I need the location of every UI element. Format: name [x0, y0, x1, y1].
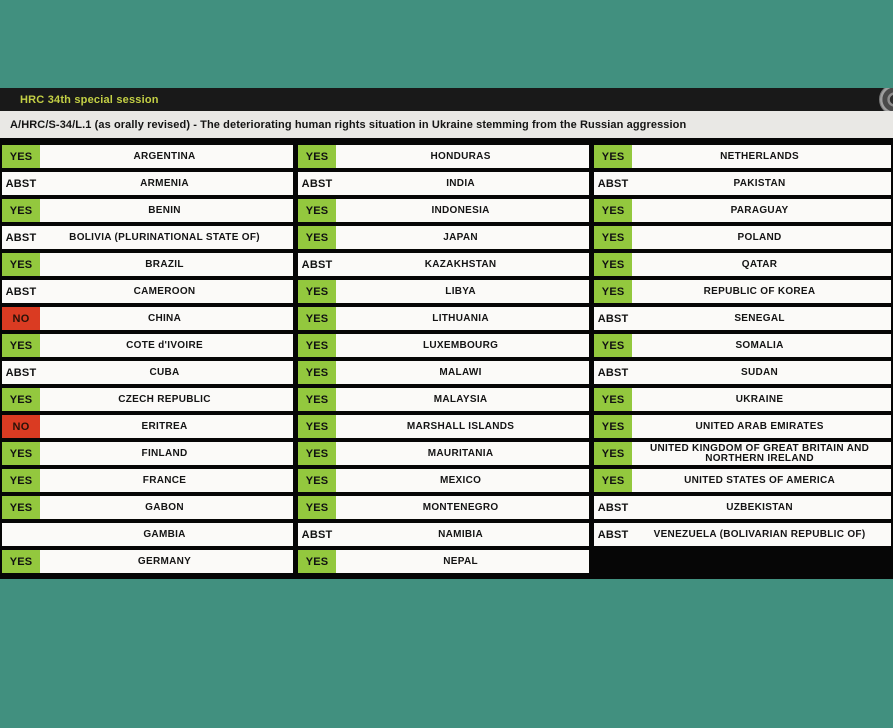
country-name: UKRAINE	[735, 393, 784, 405]
country-name: PAKISTAN	[733, 177, 786, 189]
vote-badge: YES	[2, 199, 40, 222]
country-name: BENIN	[148, 204, 181, 216]
country-name: CHINA	[147, 312, 182, 324]
country-name: QATAR	[741, 258, 778, 270]
vote-badge: YES	[594, 145, 632, 168]
vote-badge: YES	[594, 199, 632, 222]
vote-badge: YES	[298, 442, 336, 465]
vote-badge: YES	[594, 469, 632, 492]
vote-row	[298, 253, 589, 276]
country-name: GAMBIA	[143, 528, 186, 540]
country-name: HONDURAS	[430, 150, 491, 162]
vote-badge: YES	[298, 361, 336, 384]
vote-badge: ABST	[597, 177, 629, 190]
vote-badge: NO	[2, 307, 40, 330]
country-name: PARAGUAY	[730, 204, 789, 216]
vote-row	[2, 550, 293, 573]
country-name: NAMIBIA	[438, 528, 484, 540]
vote-row	[594, 388, 891, 411]
country-name: SOMALIA	[735, 339, 784, 351]
vote-row	[298, 334, 589, 357]
country-name: BOLIVIA (PLURINATIONAL STATE OF)	[69, 231, 260, 243]
vote-row	[298, 442, 589, 465]
country-name: INDONESIA	[431, 204, 490, 216]
vote-row	[594, 334, 891, 357]
country-name: MAURITANIA	[427, 447, 494, 459]
vote-badge: NO	[2, 415, 40, 438]
vote-row	[298, 388, 589, 411]
un-emblem-icon	[879, 88, 893, 111]
vote-row	[298, 496, 589, 519]
vote-badge: YES	[2, 388, 40, 411]
country-name: SUDAN	[741, 366, 779, 378]
vote-badge: YES	[298, 334, 336, 357]
vote-row	[298, 172, 589, 195]
vote-row	[2, 523, 293, 546]
country-name: REPUBLIC OF KOREA	[703, 285, 816, 297]
vote-row	[594, 496, 891, 519]
vote-row	[298, 199, 589, 222]
vote-row	[298, 550, 589, 573]
vote-badge: YES	[2, 550, 40, 573]
country-name: KAZAKHSTAN	[424, 258, 497, 270]
country-name: MALAYSIA	[433, 393, 488, 405]
vote-badge: YES	[298, 145, 336, 168]
vote-badge: ABST	[5, 366, 37, 379]
top-background-band	[0, 0, 893, 88]
vote-badge: YES	[298, 415, 336, 438]
country-name: SENEGAL	[734, 312, 785, 324]
bottom-background-band	[0, 579, 893, 728]
vote-row	[594, 361, 891, 384]
vote-badge: YES	[298, 496, 336, 519]
vote-badge: YES	[298, 199, 336, 222]
vote-badge: YES	[2, 145, 40, 168]
country-name: JAPAN	[443, 231, 478, 243]
vote-badge: ABST	[301, 177, 333, 190]
country-name: ARMENIA	[140, 177, 189, 189]
vote-row	[594, 226, 891, 249]
country-name: CUBA	[149, 366, 180, 378]
vote-row	[2, 496, 293, 519]
country-name: MALAWI	[439, 366, 482, 378]
vote-badge: YES	[2, 469, 40, 492]
vote-badge: YES	[298, 226, 336, 249]
vote-row	[2, 145, 293, 168]
vote-row	[298, 307, 589, 330]
vote-grid	[2, 145, 891, 573]
vote-badge: YES	[298, 550, 336, 573]
vote-row	[298, 361, 589, 384]
vote-row	[594, 172, 891, 195]
vote-row	[298, 145, 589, 168]
vote-row	[594, 469, 891, 492]
vote-row	[2, 334, 293, 357]
country-name: MONTENEGRO	[422, 501, 499, 513]
vote-badge: YES	[2, 496, 40, 519]
country-name: CZECH REPUBLIC	[118, 393, 211, 405]
country-name: BRAZIL	[145, 258, 184, 270]
resolution-title: A/HRC/S-34/L.1 (as orally revised) - The deteriorating human rights situation in Ukraine stemming from the Russian aggression	[10, 118, 687, 131]
vote-row	[594, 280, 891, 303]
vote-badge: YES	[594, 442, 632, 465]
vote-badge: YES	[2, 334, 40, 357]
vote-badge: YES	[2, 253, 40, 276]
country-name: ERITREA	[141, 420, 188, 432]
country-name: UNITED STATES OF AMERICA	[684, 474, 835, 486]
vote-badge: ABST	[597, 312, 629, 325]
vote-badge: YES	[298, 280, 336, 303]
vote-row	[594, 442, 891, 465]
session-header-bar	[0, 88, 893, 111]
country-name: LIBYA	[445, 285, 476, 297]
vote-badge: ABST	[597, 528, 629, 541]
vote-row	[2, 199, 293, 222]
country-name: GABON	[145, 501, 184, 513]
vote-badge	[2, 523, 40, 546]
country-name: COTE d'IVOIRE	[126, 339, 203, 351]
vote-row	[2, 442, 293, 465]
vote-row	[2, 307, 293, 330]
vote-badge: ABST	[301, 528, 333, 541]
vote-badge: YES	[298, 469, 336, 492]
resolution-title-bar	[0, 111, 893, 138]
vote-badge: YES	[594, 415, 632, 438]
vote-badge: YES	[2, 442, 40, 465]
country-name: INDIA	[446, 177, 475, 189]
vote-row	[2, 280, 293, 303]
country-name: FINLAND	[141, 447, 188, 459]
vote-row	[594, 253, 891, 276]
vote-row	[594, 415, 891, 438]
country-name: UNITED ARAB EMIRATES	[695, 420, 824, 432]
vote-row	[298, 226, 589, 249]
vote-row	[298, 280, 589, 303]
vote-badge: YES	[594, 280, 632, 303]
vote-row	[2, 469, 293, 492]
country-name: VENEZUELA (BOLIVARIAN REPUBLIC OF)	[653, 528, 866, 540]
country-name: NEPAL	[443, 555, 478, 567]
vote-row	[2, 253, 293, 276]
country-name: GERMANY	[137, 555, 192, 567]
country-name: UNITED KINGDOM OF GREAT BRITAIN AND NORTHERN IRELAND	[649, 442, 870, 464]
vote-row	[298, 415, 589, 438]
country-name: MEXICO	[439, 474, 482, 486]
vote-row	[298, 523, 589, 546]
empty-black-cell	[594, 550, 891, 573]
vote-row	[594, 307, 891, 330]
vote-row	[2, 226, 293, 249]
country-name: ARGENTINA	[133, 150, 196, 162]
vote-row	[2, 415, 293, 438]
vote-badge: YES	[594, 253, 632, 276]
vote-badge: ABST	[301, 258, 333, 271]
vote-badge: ABST	[597, 501, 629, 514]
vote-badge: YES	[594, 226, 632, 249]
vote-badge: YES	[594, 388, 632, 411]
country-name: LITHUANIA	[432, 312, 489, 324]
country-name: MARSHALL ISLANDS	[406, 420, 515, 432]
vote-row	[594, 523, 891, 546]
vote-badge: YES	[298, 307, 336, 330]
vote-row	[594, 145, 891, 168]
country-name: CAMEROON	[133, 285, 196, 297]
vote-row	[594, 199, 891, 222]
vote-badge: YES	[594, 334, 632, 357]
vote-row	[298, 469, 589, 492]
country-name: FRANCE	[142, 474, 187, 486]
vote-row	[2, 172, 293, 195]
session-title: HRC 34th special session	[20, 93, 159, 106]
country-name: UZBEKISTAN	[726, 501, 793, 513]
vote-table-container	[0, 138, 893, 579]
vote-badge: ABST	[5, 177, 37, 190]
vote-row	[2, 361, 293, 384]
vote-badge: ABST	[597, 366, 629, 379]
country-name: LUXEMBOURG	[422, 339, 499, 351]
vote-row	[2, 388, 293, 411]
country-name: NETHERLANDS	[720, 150, 799, 162]
vote-badge: YES	[298, 388, 336, 411]
vote-badge: ABST	[5, 285, 37, 298]
vote-badge: ABST	[5, 231, 37, 244]
country-name: POLAND	[737, 231, 782, 243]
